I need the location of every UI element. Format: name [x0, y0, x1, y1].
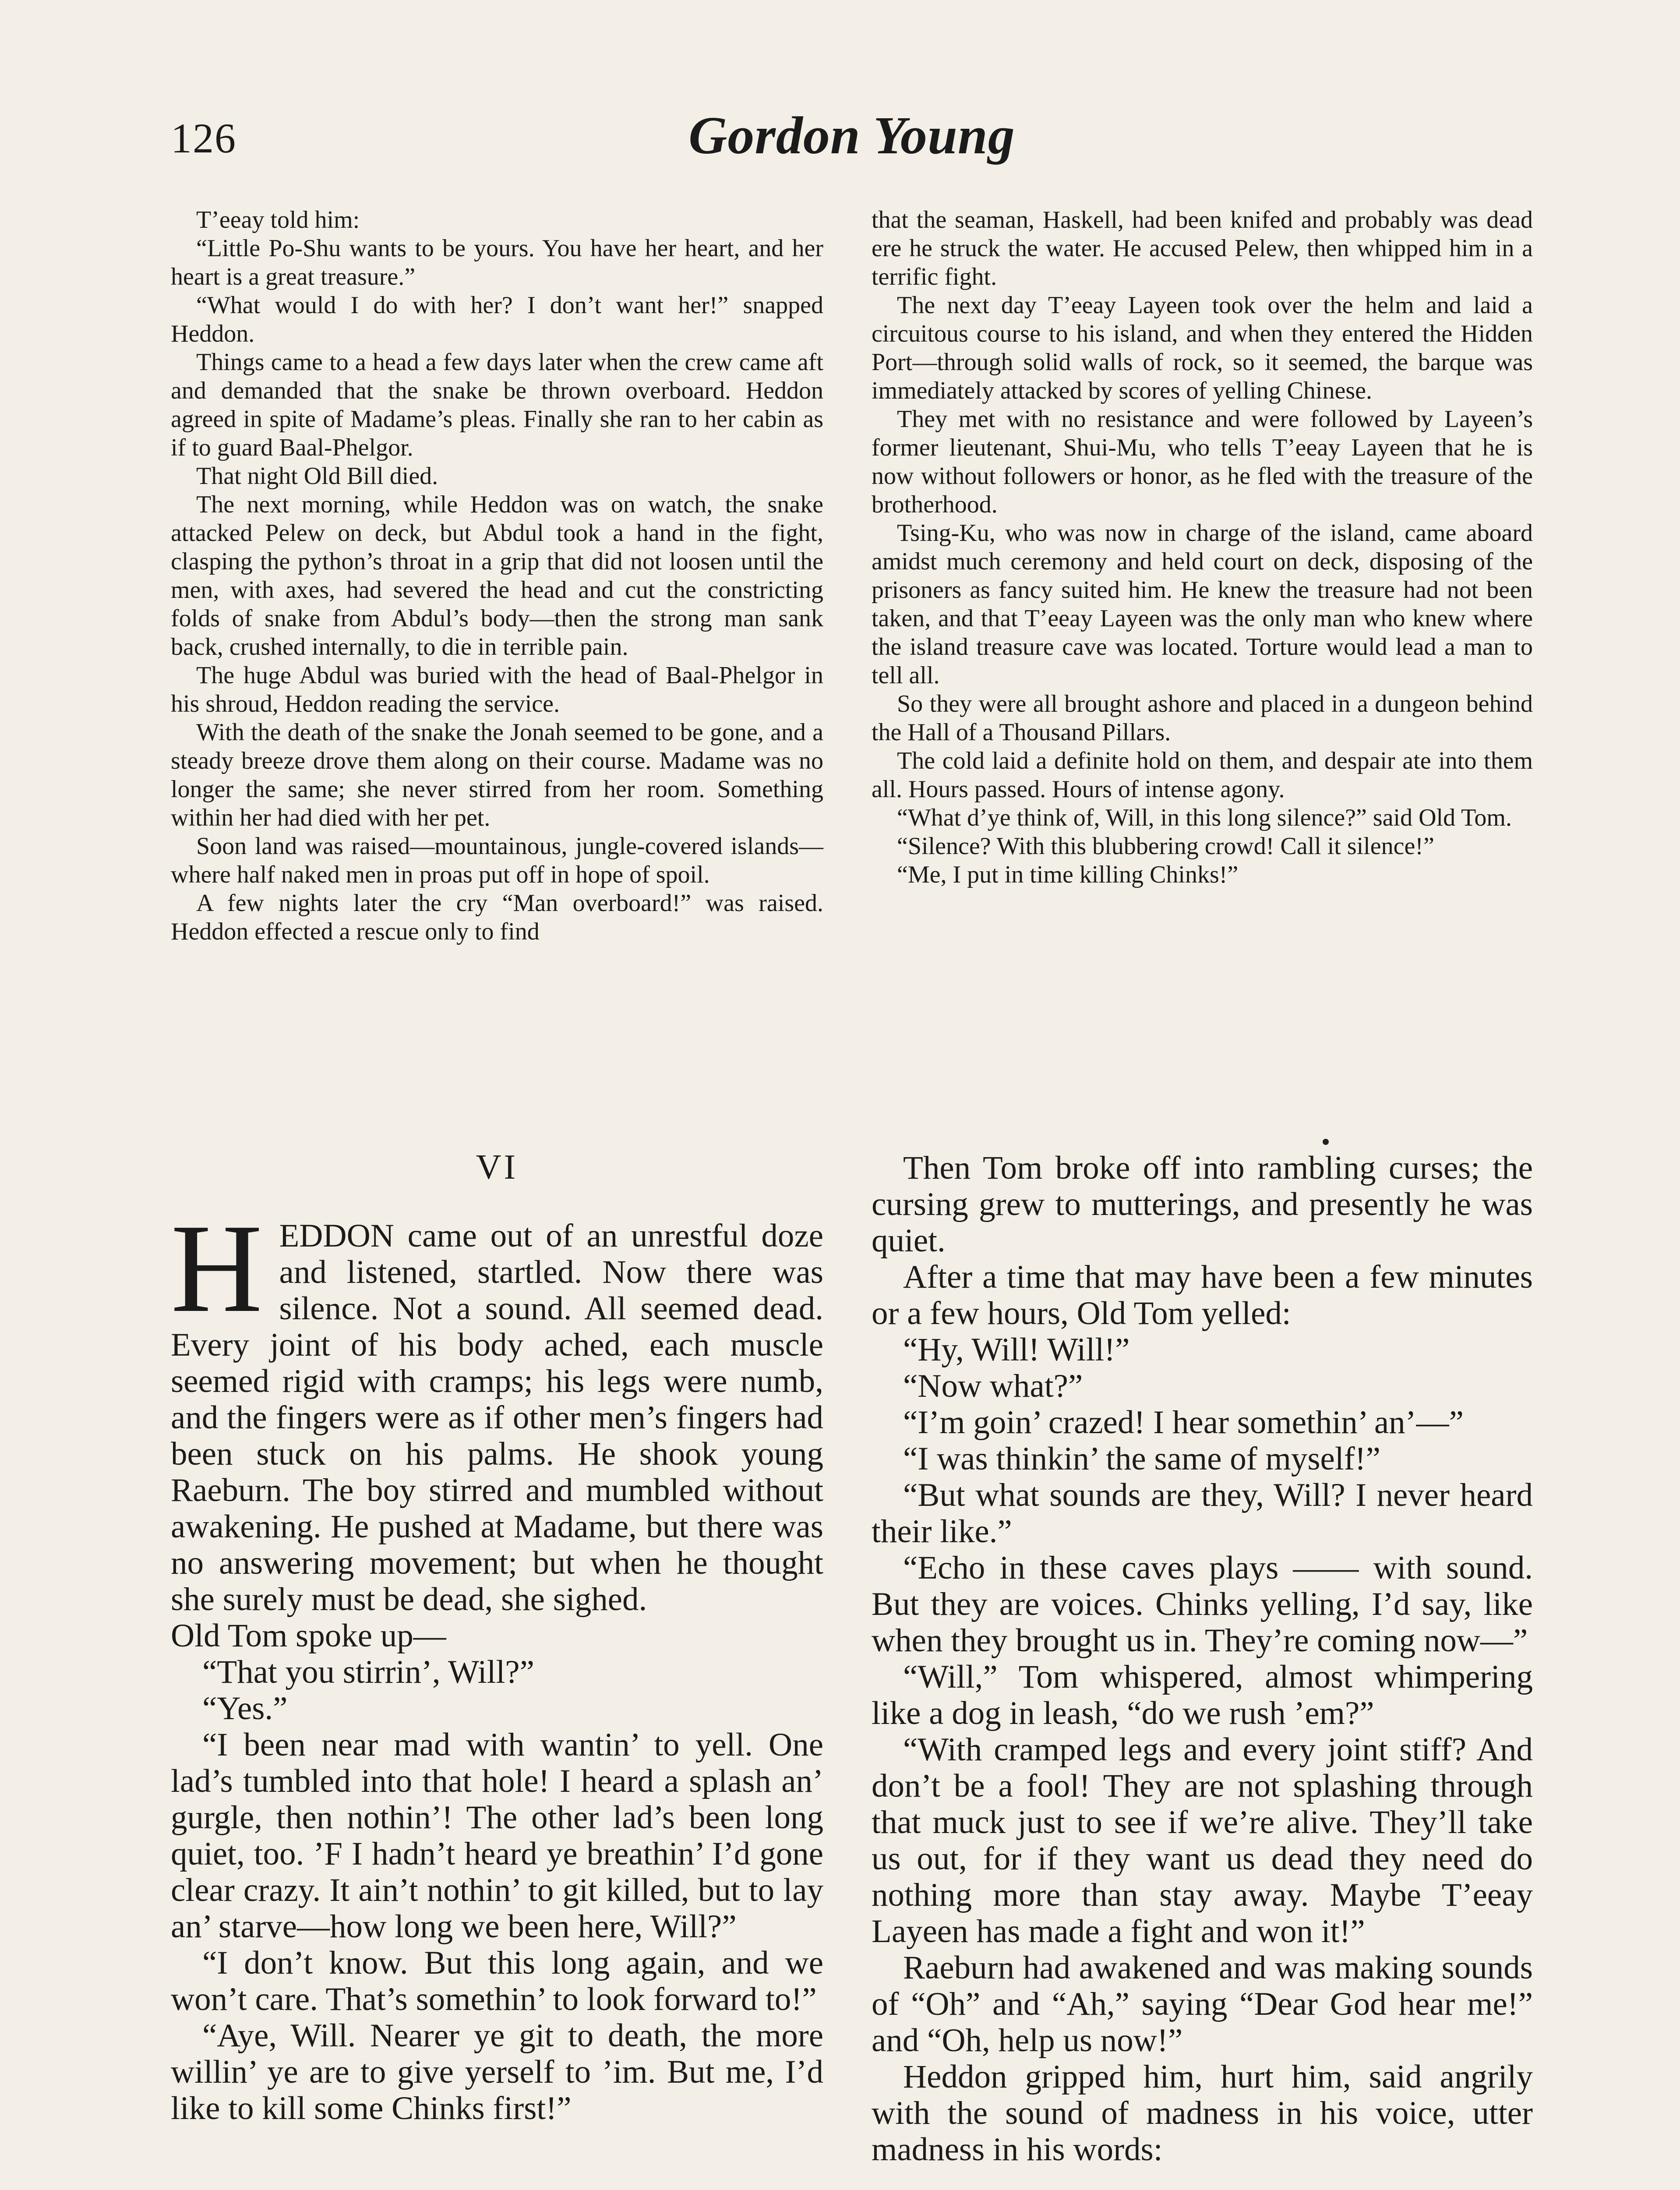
opening-text: EDDON came out of an unrestful doze and listened, startled. Now there was silence. Not a sound. All seemed dead. Every joint of his body ached, each muscle seemed rigid with cramps; his legs were numb, and the fingers were as if other men’s fingers had been stuck on his palms. He shook young Raeburn. The boy stirred and mumbled without awakening. He pushed at Madame, but there was no answering movement; but when he thought she surely must be dead, she sighed. — [171, 1218, 823, 1618]
summary-column-right — [872, 206, 1533, 889]
story-column-right — [872, 1150, 1533, 2168]
drop-cap: H — [171, 1198, 263, 1339]
paragraph: “But what sounds are they, Will? I never heard their like.” — [872, 1477, 1533, 1550]
paragraph: “That you stirrin’, Will?” — [202, 1654, 534, 1690]
paragraph: “I been near mad with wantin’ to yell. One lad’s tumbled into that hole! I heard a splash an’ gurgle, then nothin’! The other lad’s been long quiet, too. ’F I hadn’t heard ye breathin’ I’d gone clear crazy. It ain’t nothin’ to git killed, but to lay an’ starve—how long we been here, Will?” — [171, 1727, 823, 1945]
paragraph: “Yes.” — [202, 1690, 288, 1727]
paragraph: Old Tom spoke up— — [171, 1618, 446, 1654]
paragraph: “Me, I put in time killing Chinks!” — [897, 861, 1239, 888]
opening-paragraph — [171, 1198, 823, 1618]
paragraph: Things came to a head a few days later when the crew came aft and demanded that the snake be thrown overboard. Heddon agreed in spite of Madame’s pleas. Finally she ran to her cabin as if to guard Baal-Phelgor. — [171, 349, 823, 461]
paragraph: Heddon gripped him, hurt him, said angrily with the sound of madness in his voice, utter madness in his words: — [872, 2059, 1533, 2168]
paragraph: “Aye, Will. Nearer ye git to death, the more willin’ ye are to give yerself to ’im. But me, I’d like to kill some Chinks first!” — [171, 2017, 823, 2126]
paragraph: That night Old Bill died. — [196, 463, 438, 490]
paragraph: The next day T’eeay Layeen took over the helm and laid a circuitous course to his island, and when they entered the Hidden Port—through solid walls of rock, so it seemed, the barque was immediately attacked by scores of yelling Chinese. — [872, 292, 1533, 404]
paragraph: Raeburn had awakened and was making sounds of “Oh” and “Ah,” saying “Dear God hear me!” and “Oh, help us now!” — [872, 1950, 1533, 2059]
paragraph: “Now what?” — [903, 1368, 1083, 1404]
paragraph: “I’m goin’ crazed! I hear somethin’ an’—” — [903, 1404, 1464, 1441]
paragraph: Then Tom broke off into rambling curses; the cursing grew to mutterings, and presently he was quiet. — [872, 1150, 1533, 1259]
paragraph: The huge Abdul was buried with the head of Baal-Phelgor in his shroud, Heddon reading the service. — [171, 662, 823, 717]
paragraph: “Little Po-Shu wants to be yours. You have her heart, and her heart is a great treasure.” — [171, 235, 823, 290]
page-number: 126 — [171, 115, 236, 162]
paragraph-continued: that the seaman, Haskell, had been knifed and probably was dead ere he struck the water. He accused Pelew, then whipped him in a terrific fight. — [872, 206, 1533, 290]
page-header — [171, 105, 1533, 180]
paragraph: Soon land was raised—mountainous, jungle-covered islands—where half naked men in proas put off in hope of spoil. — [171, 833, 823, 888]
paragraph: “I don’t know. But this long again, and we won’t care. That’s somethin’ to look forward to!” — [171, 1945, 823, 2017]
paragraph: Tsing-Ku, who was now in charge of the island, came aboard amidst much ceremony and held court on deck, disposing of the prisoners as fancy suited him. He knew the treasure had not been taken, and that T’eeay Layeen was the only man who knew where the island treasure cave was located. Torture would lead a man to tell all. — [872, 519, 1533, 689]
paragraph: A few nights later the cry “Man overboard!” was raised. Heddon effected a rescue only to find — [171, 890, 823, 945]
paragraph: “What would I do with her? I don’t want her!” snapped Heddon. — [171, 292, 823, 347]
paragraph: “What d’ye think of, Will, in this long silence?” said Old Tom. — [897, 804, 1512, 831]
paragraph: T’eeay told him: — [196, 206, 360, 233]
ink-dot — [1323, 1139, 1329, 1145]
paragraph: “Hy, Will! Will!” — [903, 1332, 1130, 1368]
paragraph: “With cramped legs and every joint stiff? And don’t be a fool! They are not splashing through that muck just to see if we’re alive. They’ll take us out, for if they want us dead they need do nothing more than stay away. Maybe T’eeay Layeen has made a fight and won it!” — [872, 1731, 1533, 1950]
paragraph: “Silence? With this blubbering crowd! Call it silence!” — [897, 833, 1434, 860]
paragraph: The cold laid a definite hold on them, and despair ate into them all. Hours passed. Hours of intense agony. — [872, 747, 1533, 803]
paragraph: “Will,” Tom whispered, almost whimpering like a dog in leash, “do we rush ’em?” — [872, 1659, 1533, 1731]
running-title: Gordon Young — [688, 106, 1015, 165]
paragraph: They met with no resistance and were followed by Layeen’s former lieutenant, Shui-Mu, who tells T’eeay Layeen that he is now without followers or honor, as he fled with the treasure of the brotherhood. — [872, 406, 1533, 518]
paragraph: The next morning, while Heddon was on watch, the snake attacked Pelew on deck, but Abdul took a hand in the fight, clasping the python’s throat in a grip that did not loosen until the men, with axes, had severed the head and cut the constricting folds of snake from Abdul’s body—then the strong man sank back, crushed internally, to die in terrible pain. — [171, 491, 823, 661]
paragraph: So they were all brought ashore and placed in a dungeon behind the Hall of a Thousand Pillars. — [872, 690, 1533, 746]
paragraph: After a time that may have been a few minutes or a few hours, Old Tom yelled: — [872, 1259, 1533, 1332]
paragraph: “I was thinkin’ the same of myself!” — [903, 1441, 1380, 1477]
paragraph: With the death of the snake the Jonah seemed to be gone, and a steady breeze drove them along on their course. Madame was no longer the same; she never stirred from her room. Something within her had died with her pet. — [171, 719, 823, 831]
story-column-left — [171, 1198, 823, 2126]
paragraph: “Echo in these caves plays —— with sound. But they are voices. Chinks yelling, I’d say, like when they brought us in. They’re coming now—” — [872, 1550, 1533, 1659]
summary-column-left — [171, 206, 823, 946]
section-heading: VI — [476, 1148, 519, 1187]
